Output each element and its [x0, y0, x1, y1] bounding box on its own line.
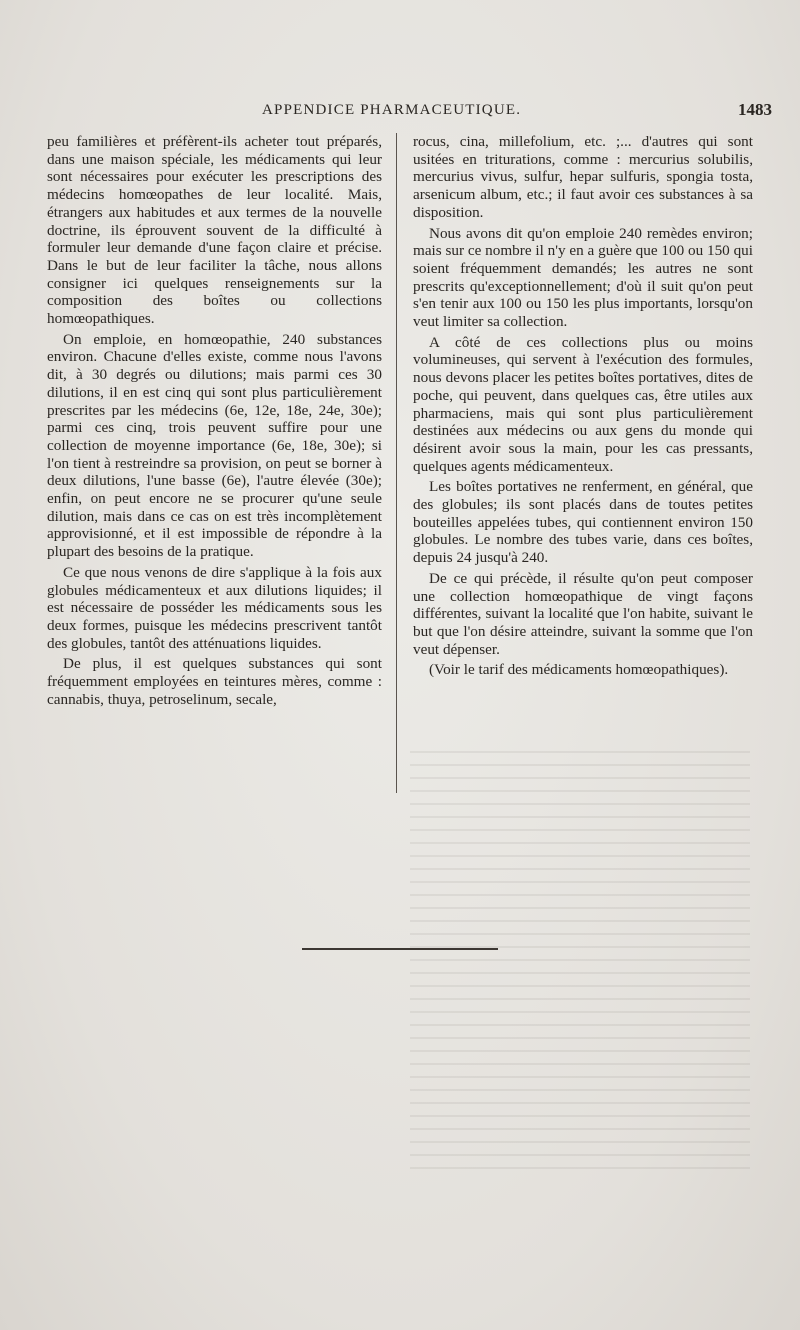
right-column: [413, 133, 753, 679]
end-rule: [302, 948, 498, 950]
paragraph: Les boîtes portatives ne renferment, en général, que des globules; ils sont placés dans de toutes petites bouteilles appelées tubes, qui contiennent environ 150 globules. Le nombre des tubes varie, dans ces boîtes, depuis 24 jusqu'à 240.: [413, 478, 753, 567]
paragraph: De plus, il est quelques substances qui sont fréquemment employées en teintures mères, comme : cannabis, thuya, petroselinum, secale,: [47, 655, 382, 708]
paragraph: rocus, cina, millefolium, etc. ;... d'autres qui sont usitées en triturations, comme : mercurius solubilis, mercurius vivus, sulfur, hepar sulfuris, spongia tosta, arsenicum album, etc.; il faut avoir ces substances à sa disposition.: [413, 133, 753, 221]
running-head: APPENDICE PHARMACEUTIQUE.: [262, 102, 522, 118]
page-number: 1483: [738, 100, 772, 119]
left-column: [47, 133, 382, 709]
paragraph: Nous avons dit qu'on emploie 240 remèdes environ; mais sur ce nombre il n'y en a guère que 100 ou 150 qui soient fréquemment demandés; les autres ne sont prescrits qu'exceptionnellement; d'où il suit qu'on peut s'en tenir aux 100 ou 150 les plus importants, lorsqu'on veut limiter sa collection.: [413, 224, 753, 331]
paragraph: peu familières et préfèrent-ils acheter tout préparés, dans une maison spéciale, les médicaments qui leur sont nécessaires pour exécuter les prescriptions des médecins homœopathes de leur localité. Mais, étrangers aux habitudes et aux termes de la nouvelle doctrine, ils éprouvent souvent de la difficulté à formuler leur demande d'une façon claire et précise. Dans le but de leur faciliter la tâche, nous allons consigner ici quelques renseignements sur la composition des boîtes ou collections homœopathiques.: [47, 133, 382, 328]
paragraph: A côté de ces collections plus ou moins volumineuses, qui servent à l'exécution des formules, nous devons placer les petites boîtes portatives, dites de poche, qui peuvent, dans quelques cas, être utiles aux pharmaciens, mais qui sont plus particulièrement destinées aux médecins ou aux gens du monde qui désirent avoir sous la main, pour les cas pressants, quelques agents médicamenteux.: [413, 333, 753, 475]
paragraph: On emploie, en homœopathie, 240 substances environ. Chacune d'elles existe, comme nous l'avons dit, à 30 degrés ou dilutions; mais parmi ces 30 dilutions, il en est cinq qui sont plus particulièrement prescrites par les médecins (6e, 12e, 18e, 24e, 30e); parmi ces cinq, trois peuvent suffire pour une collection de moyenne importance (6e, 18e, 30e); si l'on tient à restreindre sa provision, on peut se borner à deux dilutions, l'une basse (6e), l'autre élevée (30e); enfin, on peut encore ne se procurer qu'une seule dilution, mais dans ce cas on est très incomplètement approvisionné, et il est impossible de répondre à la plupart des besoins de la pratique.: [47, 330, 382, 561]
paragraph: (Voir le tarif des médicaments homœopathiques).: [429, 661, 729, 679]
bleed-through-texture: [410, 740, 750, 1180]
column-divider: [396, 133, 397, 793]
paragraph: De ce qui précède, il résulte qu'on peut composer une collection homœopathique de vingt façons différentes, suivant la localité que l'on habite, suivant le but que l'on désire atteindre, suivant la somme que l'on veut dépenser.: [413, 569, 753, 658]
page-header: [0, 100, 800, 124]
paragraph: Ce que nous venons de dire s'applique à la fois aux globules médicamenteux et aux dilutions liquides; il est nécessaire de posséder les médicaments sous les deux formes, puisque les médecins prescrivent tantôt des globules, tantôt des atténuations liquides.: [47, 563, 382, 652]
